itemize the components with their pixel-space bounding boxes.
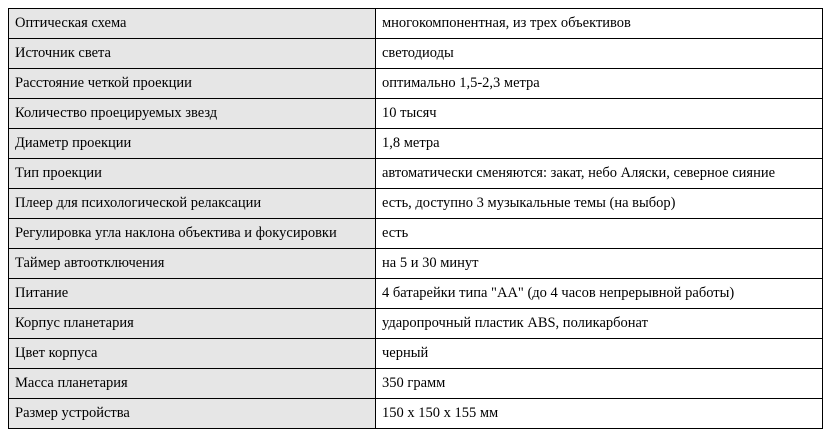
spec-row-optical-scheme [9,9,823,39]
spec-label: Таймер автоотключения [9,249,376,279]
spec-row-star-count [9,99,823,129]
spec-label: Расстояние четкой проекции [9,69,376,99]
spec-row-relaxation-player [9,189,823,219]
spec-value: 350 грамм [376,369,823,399]
spec-value: есть, доступно 3 музыкальные темы (на выбор) [376,189,823,219]
spec-row-projection-distance [9,69,823,99]
spec-label: Диаметр проекции [9,129,376,159]
spec-table-body [9,9,823,429]
spec-row-light-source [9,39,823,69]
spec-value: 150 х 150 х 155 мм [376,399,823,429]
spec-value: 10 тысяч [376,99,823,129]
spec-label: Питание [9,279,376,309]
spec-label: Цвет корпуса [9,339,376,369]
spec-label: Оптическая схема [9,9,376,39]
spec-label: Регулировка угла наклона объектива и фокусировки [9,219,376,249]
spec-label: Корпус планетария [9,309,376,339]
spec-row-housing-color [9,339,823,369]
spec-value: ударопрочный пластик ABS, поликарбонат [376,309,823,339]
spec-value: многокомпонентная, из трех объективов [376,9,823,39]
spec-row-power [9,279,823,309]
spec-label: Источник света [9,39,376,69]
spec-row-lens-adjustment [9,219,823,249]
spec-value: на 5 и 30 минут [376,249,823,279]
spec-row-weight [9,369,823,399]
spec-value: светодиоды [376,39,823,69]
spec-label: Масса планетария [9,369,376,399]
spec-row-auto-off-timer [9,249,823,279]
spec-row-housing-material [9,309,823,339]
spec-label: Количество проецируемых звезд [9,99,376,129]
spec-value: есть [376,219,823,249]
spec-row-projection-diameter [9,129,823,159]
spec-row-projection-type [9,159,823,189]
spec-value: 1,8 метра [376,129,823,159]
spec-value: черный [376,339,823,369]
spec-value: автоматически сменяются: закат, небо Аляски, северное сияние [376,159,823,189]
spec-value: 4 батарейки типа "АА" (до 4 часов непрерывной работы) [376,279,823,309]
spec-row-dimensions [9,399,823,429]
spec-label: Плеер для психологической релаксации [9,189,376,219]
spec-label: Тип проекции [9,159,376,189]
spec-label: Размер устройства [9,399,376,429]
spec-value: оптимально 1,5-2,3 метра [376,69,823,99]
spec-table [8,8,823,429]
